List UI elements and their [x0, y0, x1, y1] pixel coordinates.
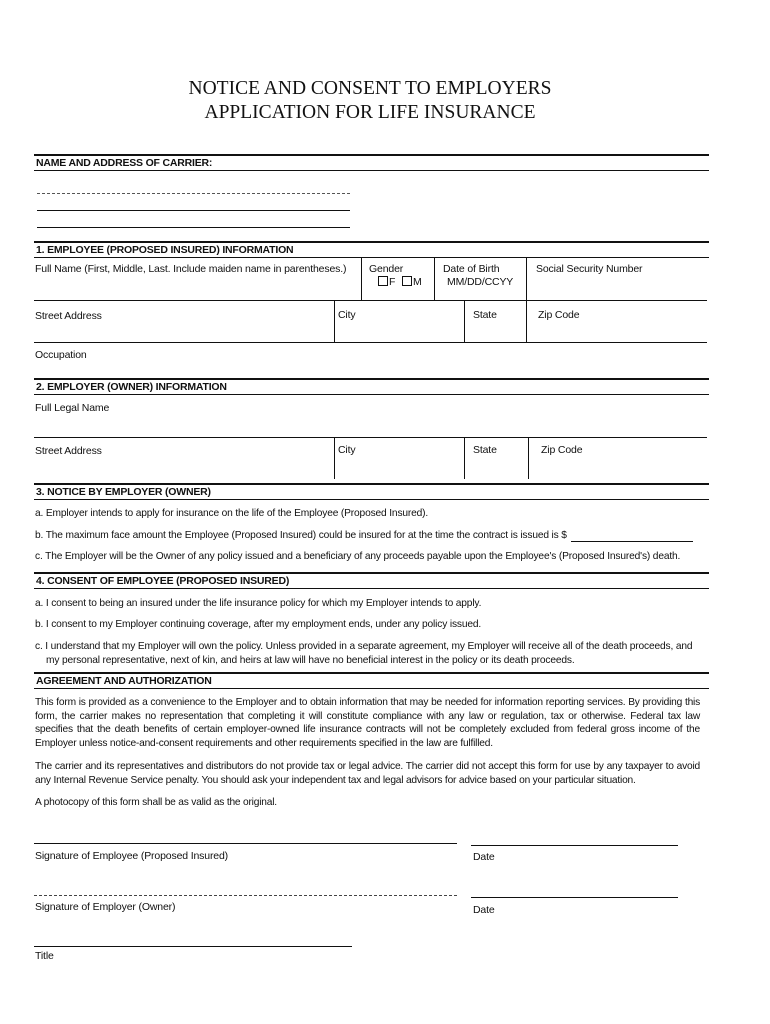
- employee-city-label: City: [338, 309, 356, 321]
- gender-label: Gender: [369, 263, 404, 275]
- employer-date-line[interactable]: [471, 897, 678, 898]
- divider: [361, 258, 362, 300]
- employee-full-name-label: Full Name (First, Middle, Last. Include maiden name in parentheses.): [35, 263, 347, 275]
- employer-signature-label: Signature of Employer (Owner): [35, 901, 176, 913]
- row-line: [34, 437, 707, 438]
- employer-date-label: Date: [473, 904, 495, 916]
- employer-section-heading: 2. EMPLOYER (OWNER) INFORMATION: [34, 378, 709, 395]
- carrier-line-3[interactable]: [37, 227, 350, 228]
- consent-item-a: a. I consent to being an insured under the life insurance policy for which my Employer intends to apply.: [35, 598, 482, 609]
- gender-m-checkbox[interactable]: [402, 276, 412, 286]
- form-title-line2: APPLICATION FOR LIFE INSURANCE: [204, 102, 536, 123]
- employee-date-line[interactable]: [471, 845, 678, 846]
- gender-f-checkbox[interactable]: [378, 276, 388, 286]
- divider: [334, 300, 335, 342]
- employer-signature-line[interactable]: [34, 895, 457, 896]
- agreement-paragraph-2: The carrier and its representatives and distributors do not provide tax or legal advice. The carrier did not accept this form for use by any taxpayer to avoid any Internal Revenue Service penalty. You should ask your independent tax and legal advisors for advice based on your particular situation.: [35, 761, 700, 786]
- employee-signature-label: Signature of Employee (Proposed Insured): [35, 850, 229, 862]
- divider: [334, 437, 335, 479]
- employer-street-label: Street Address: [35, 445, 102, 457]
- dob-format-label: MM/DD/CCYY: [447, 276, 514, 288]
- divider: [464, 300, 465, 342]
- carrier-line-1[interactable]: [37, 193, 350, 194]
- agreement-paragraph-1: This form is provided as a convenience to the Employer and to obtain information that may be needed for information reporting services. By providing this form, the carrier makes no representation that completing it will constitute compliance with any law or regulation, tax or otherwise. Federal tax law specifies that the death benefits of certain employer-owned life insurance contracts will not be completely excluded from federal gross income of the Employer unless notice-and-consent requirements and other requirements specified in the law are fulfilled.: [35, 697, 700, 749]
- divider: [464, 437, 465, 479]
- gender-options: [377, 276, 422, 289]
- carrier-line-2[interactable]: [37, 210, 350, 211]
- employee-section-heading: 1. EMPLOYEE (PROPOSED INSURED) INFORMATION: [34, 241, 709, 258]
- occupation-label: Occupation: [35, 349, 87, 361]
- gender-f-label: F: [389, 276, 396, 288]
- employer-city-label: City: [338, 444, 356, 456]
- divider: [526, 300, 527, 342]
- consent-item-c: c. I understand that my Employer will own the policy. Unless provided in a separate agreement, my Employer will receive all of the death proceeds, and: [35, 641, 693, 652]
- employee-state-label: State: [473, 309, 497, 321]
- notice-item-c: c. The Employer will be the Owner of any policy issued and a beneficiary of any proceeds payable upon the Employee's (Proposed Insured's) death.: [35, 551, 681, 562]
- dob-label: Date of Birth: [443, 263, 500, 275]
- title-label: Title: [35, 950, 54, 962]
- form-title-line1: NOTICE AND CONSENT TO EMPLOYERS: [188, 78, 552, 99]
- carrier-section-heading: NAME AND ADDRESS OF CARRIER:: [34, 154, 709, 171]
- consent-item-c-cont: my personal representative, next of kin, and heirs at law will have no beneficial interest in the policy or its death proceeds.: [46, 655, 575, 666]
- title-line[interactable]: [34, 946, 352, 947]
- gender-m-label: M: [413, 276, 422, 288]
- employer-full-legal-name-label: Full Legal Name: [35, 402, 110, 414]
- consent-section-heading: 4. CONSENT OF EMPLOYEE (PROPOSED INSURED): [34, 572, 709, 589]
- employee-signature-line[interactable]: [34, 843, 457, 844]
- divider: [434, 258, 435, 300]
- notice-item-b: b. The maximum face amount the Employee (Proposed Insured) could be insured for at the time the contract is issued is $: [35, 530, 567, 541]
- employer-zip-label: Zip Code: [541, 444, 583, 456]
- divider: [526, 258, 527, 300]
- divider: [528, 437, 529, 479]
- employee-date-label: Date: [473, 851, 495, 863]
- row-line: [34, 342, 707, 343]
- agreement-paragraph-3: A photocopy of this form shall be as valid as the original.: [35, 797, 277, 808]
- face-amount-line[interactable]: [571, 541, 693, 542]
- employee-zip-label: Zip Code: [538, 309, 580, 321]
- row-line: [34, 300, 707, 301]
- notice-item-a: a. Employer intends to apply for insurance on the life of the Employee (Proposed Insured).: [35, 508, 429, 519]
- ssn-label: Social Security Number: [536, 263, 643, 275]
- employee-street-label: Street Address: [35, 310, 102, 322]
- agreement-section-heading: AGREEMENT AND AUTHORIZATION: [34, 672, 709, 689]
- employer-state-label: State: [473, 444, 497, 456]
- consent-item-b: b. I consent to my Employer continuing coverage, after my employment ends, under any policy issued.: [35, 619, 482, 630]
- notice-section-heading: 3. NOTICE BY EMPLOYER (OWNER): [34, 483, 709, 500]
